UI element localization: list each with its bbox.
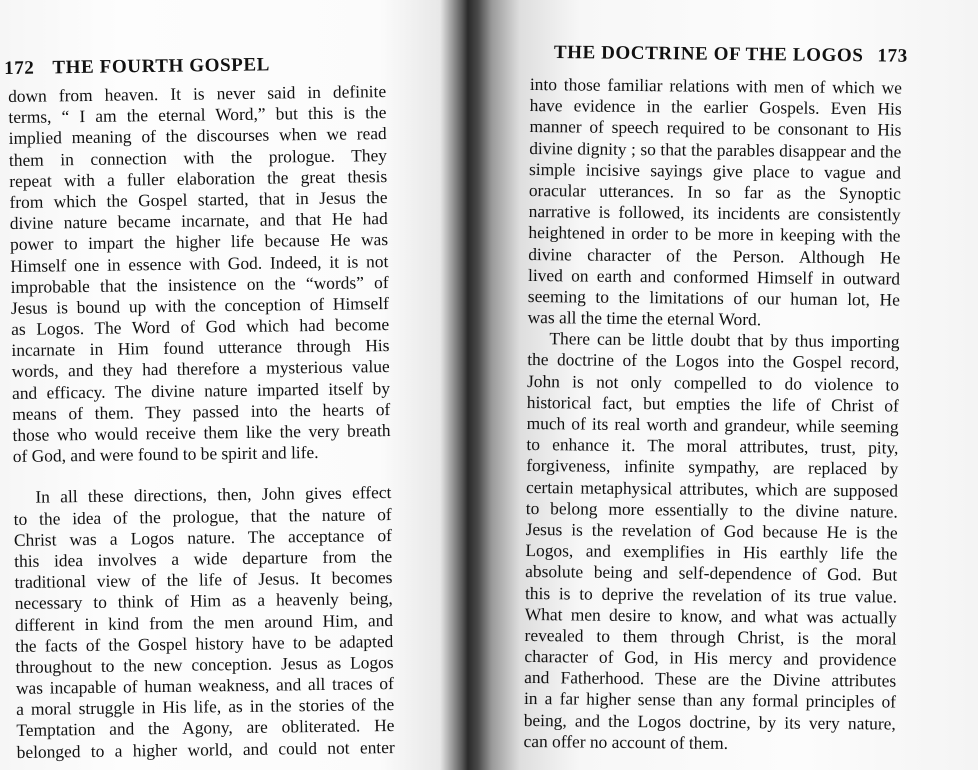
- text-line-content: manner of speech required to be consonant to His: [529, 116, 902, 140]
- text-line: [526, 455, 898, 480]
- left-page: [0, 0, 440, 770]
- text-line-content: to enhance it. The moral attributes, trust, pity,: [526, 434, 899, 458]
- text-line: of God, and were found to be spirit and life.: [12, 442, 319, 467]
- text-line-content: divine character of the Person. Although He: [528, 243, 901, 268]
- text-line-content: as Logos. The Word of God which had become: [11, 314, 390, 340]
- text-line-content: Jesus is bound up with the conception of Himself: [10, 292, 390, 318]
- text-line-content: means of them. They passed into the hearts of: [12, 398, 391, 424]
- right-running-head: [554, 42, 908, 68]
- right-text-block: [523, 74, 901, 756]
- text-line-content: narrative is followed, its incidents are consistently: [528, 201, 901, 225]
- text-line-content: have evidence in the earlier Gospels. Even His: [529, 95, 902, 119]
- text-line-content: heightened in order to be more in keeping with the: [528, 222, 901, 246]
- right-paragraph-1: [528, 74, 902, 332]
- text-line-content: Christ was a Logos nature. The acceptance of: [13, 524, 393, 550]
- text-line-content: to belong more essentially to the divine nature.: [525, 497, 898, 522]
- left-running-title: THE FOURTH GOSPEL: [52, 54, 271, 79]
- text-line-content: and efficacy. The divine nature imparted itself by: [11, 377, 391, 403]
- left-text-block: [8, 81, 395, 763]
- text-line-content: certain metaphysical attributes, which are supposed: [525, 476, 899, 501]
- text-line-content: in a far higher sense than any formal principles of: [523, 688, 897, 712]
- text-line-content: Jesus is the revelation of God because He is the: [525, 518, 898, 543]
- text-line-content: improbable that the insistence on the “words” of: [10, 271, 389, 297]
- text-line-content: different in kind from the men around Him, and: [14, 609, 394, 635]
- text-line-content: belonged to a higher world, and could not enter: [16, 736, 395, 762]
- text-line-content: words, and they had therefore a mysterious value: [11, 356, 390, 382]
- text-line-content: the doctrine of the Logos into the Gospel record,: [527, 349, 900, 373]
- text-line-content: being, and the Logos doctrine, by its very nature,: [523, 709, 896, 734]
- text-line-content: historical fact, but empties the life of Christ of: [526, 391, 899, 416]
- text-line-content: divine dignity ; so that the parables disappear and the: [529, 137, 902, 162]
- text-line-content: John is not only compelled to do violence to: [526, 370, 900, 395]
- text-line-content: Temptation and the Agony, are obliterated. He: [16, 715, 395, 741]
- text-line-content: divine nature became incarnate, and that He had: [9, 208, 388, 234]
- text-line-content: lived on earth and conformed Himself in outward: [527, 264, 901, 289]
- left-paragraph-2: [13, 482, 395, 762]
- text-line-content: What men desire to know, and what was actually: [524, 603, 897, 628]
- text-line-content: seeming to the limitations of our human lot, He: [527, 285, 900, 310]
- text-line-content: forgiveness, infinite sympathy, are replaced by: [526, 455, 899, 479]
- right-paragraph-2: [523, 328, 899, 755]
- text-line-content: throughout to the new conception. Jesus as Logos: [15, 651, 394, 677]
- text-line-content: There can be little doubt that by thus importing: [549, 328, 900, 352]
- text-line-content: incarnate in Him found utterance through His: [11, 335, 390, 361]
- text-line-content: the facts of the Gospel history have to be adapted: [15, 630, 394, 656]
- text-line-content: Logos, and exemplifies in His earthly life the: [525, 540, 898, 564]
- text-line: [525, 561, 897, 586]
- text-line-content: In all these directions, then, John gives effect: [35, 482, 392, 508]
- text-line-content: simple incisive sayings give place to vague and: [528, 158, 902, 183]
- text-line-content: down from heaven. It is never said in definite: [8, 81, 387, 106]
- text-line: [528, 222, 900, 247]
- text-line: [529, 116, 901, 141]
- text-line-content: a moral struggle in His life, as in the stories of the: [16, 694, 395, 720]
- text-line-content: Himself one in essence with God. Indeed, it is not: [10, 250, 389, 276]
- text-line: can offer no account of them.: [523, 730, 729, 753]
- left-page-number: 172: [4, 57, 35, 79]
- text-line: was all the time the eternal Word.: [527, 307, 762, 330]
- text-line-content: absolute being and self-dependence of God. But: [525, 561, 898, 585]
- text-line-content: revealed to them through Christ, is the moral: [524, 624, 897, 649]
- right-page: [496, 0, 978, 770]
- text-line-content: terms, “ I am the eternal Word,” but this is the: [8, 102, 387, 128]
- text-line: [17, 737, 395, 763]
- text-line: [524, 688, 896, 713]
- text-line-content: was incapable of human weakness, and all traces of: [15, 673, 394, 699]
- text-line-content: this idea involves a wide departure from the: [14, 545, 393, 571]
- text-line-content: into those familiar relations with men of which we: [529, 74, 902, 98]
- text-line-content: necessary to think of Him as a heavenly being,: [14, 588, 393, 614]
- text-line-content: this is to deprive the revelation of its true value.: [524, 582, 898, 607]
- text-line: [527, 349, 899, 374]
- text-line-content: power to impart the higher life because He was: [9, 229, 389, 255]
- text-line-content: traditional view of the life of Jesus. It becomes: [14, 567, 393, 593]
- right-page-number: 173: [877, 45, 908, 67]
- text-line-content: and Fatherhood. These are the Divine attributes: [524, 667, 897, 691]
- text-line-content: repeat with a fuller elaboration the great thesis: [9, 165, 388, 191]
- text-line-content: much of its real worth and grandeur, while seeming: [526, 412, 899, 437]
- text-line-content: implied meaning of the discourses when we read: [8, 123, 387, 149]
- left-running-head: [4, 54, 270, 80]
- text-line-content: those who would receive them like the very breath: [12, 420, 391, 445]
- text-line-content: to the idea of the prologue, that the nature of: [13, 503, 392, 529]
- left-paragraph-1: [8, 81, 391, 467]
- text-line-content: oracular utterances. In so far as the Synoptic: [528, 179, 901, 204]
- text-line-content: character of God, in His mercy and providence: [524, 646, 897, 670]
- text-line-content: them in connection with the prologue. They: [8, 144, 388, 170]
- right-running-title: THE DOCTRINE OF THE LOGOS: [553, 42, 864, 67]
- text-line-content: from which the Gospel started, that in Jesus the: [9, 186, 388, 212]
